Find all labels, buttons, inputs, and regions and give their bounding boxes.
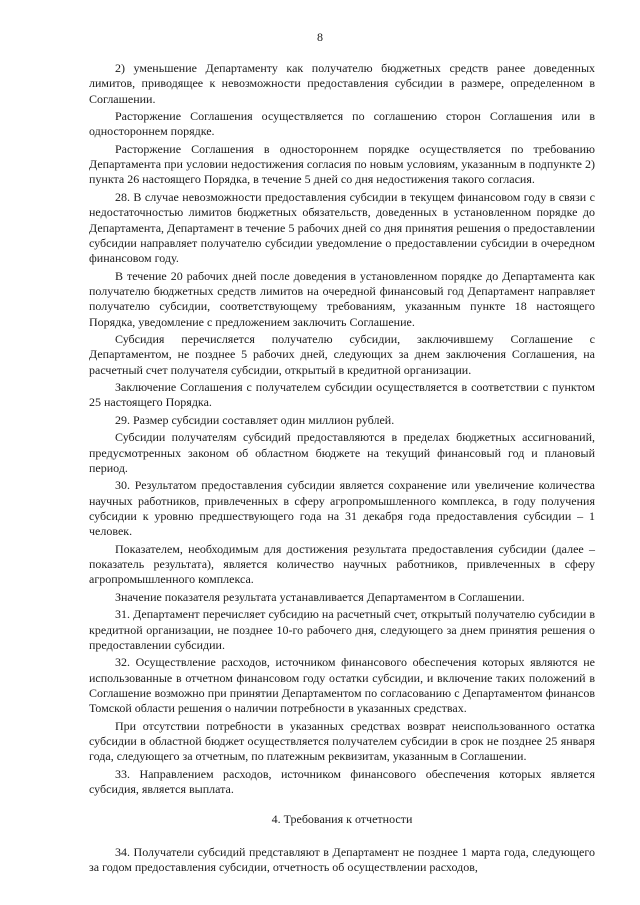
paragraph: В течение 20 рабочих дней после доведения в установленном порядке до Департамента как получателю бюджетных средств лимитов на очередной финансовый год Департамент направляет получателю субсидии, соответствующему требованиям, указанным пункте 18 настоящего Порядка, уведомление с предложением заключить Соглашение. [89,268,595,329]
paragraph: 34. Получатели субсидий представляют в Департамент не позднее 1 марта года, следующего за годом предоставления субсидии, отчетность об осуществлении расходов, [89,844,595,875]
page-number: 8 [317,30,323,44]
paragraph: Субсидии получателям субсидий предоставляются в пределах бюджетных ассигнований, предусмотренных законом об областном бюджете на текущий финансовый год и плановый период. [89,430,595,475]
paragraph: 31. Департамент перечисляет субсидию на расчетный счет, открытый получателю субсидии в кредитной организации, не позднее 10-го рабочего дня, следующего за днем принятия решения о предоставлении субсидии. [89,607,595,652]
paragraph: 29. Размер субсидии составляет один миллион рублей. [115,412,395,427]
paragraph: 2) уменьшение Департаменту как получателю бюджетных средств ранее доведенных лимитов, приводящее к невозможности предоставления субсидии в размере, определенном в Соглашении. [89,61,595,106]
paragraph: Заключение Соглашения с получателем субсидии осуществляется в соответствии с пунктом 25 настоящего Порядка. [89,380,595,410]
paragraph: 30. Результатом предоставления субсидии является сохранение или увеличение количества научных работников, привлеченных в сферу агропромышленного комплекса, в году получения субсидии к уровню предшествующего года на 31 декабря года предоставления субсидии – 1 человек. [89,478,595,539]
paragraph: 33. Направлением расходов, источником финансового обеспечения которых является субсидия, является выплата. [89,766,595,797]
paragraph: При отсутствии потребности в указанных средствах возврат неиспользованного остатка субсидии в областной бюджет осуществляется получателем субсидии в срок не позднее 25 января года, следующего за отчетным, по платежным реквизитам, указанным в Соглашении. [89,718,595,764]
document-body [89,61,595,878]
paragraph: Значение показателя результата устанавливается Департаментом в Соглашении. [115,589,525,604]
paragraph: Субсидия перечисляется получателю субсидии, заключившему Соглашение с Департаментом, не позднее 5 рабочих дней, следующих за днем заключения Соглашения, на расчетный счет получателя субсидии, открытый в кредитной организации. [89,331,595,377]
section-heading: 4. Требования к отчетности [271,812,413,827]
paragraph: Расторжение Соглашения в одностороннем порядке осуществляется по требованию Департамента при условии недостижения согласия по новым условиям, указанным в подпункте 2) пункта 26 настоящего Порядка, в течение 5 дней со дня недостижения такого согласия. [89,141,595,187]
paragraph: Показателем, необходимым для достижения результата предоставления субсидии (далее – показатель результата), является количество научных работников, привлеченных в сферу агропромышленного комплекса. [89,541,595,587]
paragraph: 32. Осуществление расходов, источником финансового обеспечения которых являются не использованные в отчетном финансовом году остатки субсидии, и включение таких положений в Соглашение возможно при принятии Департаментом по согласованию с Департаментом финансов Томской области решения о наличии потребности в указанных средствах. [89,655,595,716]
paragraph: 28. В случае невозможности предоставления субсидии в текущем финансовом году в связи с недостаточностью лимитов бюджетных обязательств, доведенных в установленном порядке до Департамента, Департамент в течение 5 рабочих дней со дня принятия решения о предоставлении субсидии направляет получателю субсидии уведомление о предоставлении субсидии в очередном финансовом году. [89,189,595,266]
paragraph: Расторжение Соглашения осуществляется по соглашению сторон Соглашения или в одностороннем порядке. [89,109,595,139]
